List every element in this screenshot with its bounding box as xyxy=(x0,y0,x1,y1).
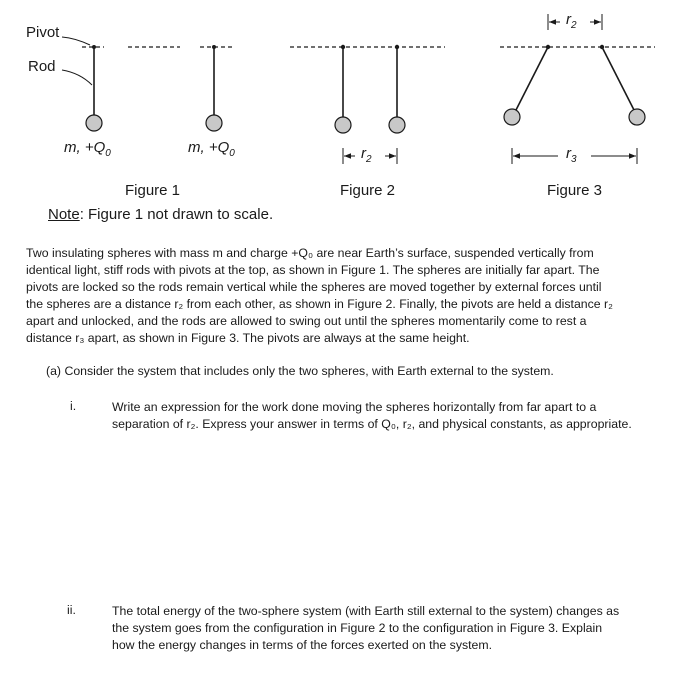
figure-3-drawing xyxy=(500,14,655,164)
intro-line: pivots are locked so the rods remain vertical while the spheres are moved together by external forces until xyxy=(26,280,602,294)
item-ii-number: ii. xyxy=(67,603,76,617)
fig3-rod-right xyxy=(602,47,634,110)
figure-1-caption: Figure 1 xyxy=(125,182,181,199)
pivot-label: Pivot xyxy=(26,24,60,41)
fig3-r3-label: $r_3$ xyxy=(566,145,577,165)
fig3-r2-label: $r_2$ xyxy=(566,11,577,31)
fig2-sphere-right xyxy=(389,117,405,133)
sphere-1-label: m, $+Q_0$ xyxy=(64,139,111,159)
figure-2-caption: Figure 2 xyxy=(340,182,396,199)
rod-leader-line xyxy=(62,70,92,85)
fig3-sphere-right xyxy=(629,109,645,125)
rod-label: Rod xyxy=(28,58,56,75)
sphere-2 xyxy=(206,115,222,131)
intro-line: apart and unlocked, and the rods are allowed to swing out until the spheres momentarily come to rest a xyxy=(26,314,587,328)
part-a-prompt: (a) Consider the system that includes only the two spheres, with Earth external to the system. xyxy=(46,364,554,378)
intro-paragraph xyxy=(26,245,654,347)
item-i-number: i. xyxy=(70,399,77,413)
figure-1-drawing xyxy=(62,37,235,131)
sphere-1 xyxy=(86,115,102,131)
item-i-text: Write an expression for the work done moving the spheres horizontally from far apart to a separation of r₂. Express your answer in terms of Q₀, r₂, and physical constants, as appropriate. xyxy=(112,400,632,431)
note-text: : Figure 1 not drawn to scale. xyxy=(79,206,274,223)
intro-line: the spheres are a distance r₂ from each other, as shown in Figure 2. Finally, the pivots are held a distance r₂ xyxy=(26,297,613,311)
fig2-r2-label: $r_2$ xyxy=(361,145,372,165)
figure-3-caption: Figure 3 xyxy=(547,182,603,199)
note-label: Note xyxy=(48,206,80,223)
fig3-sphere-left xyxy=(504,109,520,125)
intro-line: Two insulating spheres with mass m and charge +Q₀ are near Earth’s surface, suspended vertically from xyxy=(26,246,594,260)
intro-line: identical light, stiff rods with pivots at the top, as shown in Figure 1. The spheres are initially far apart. The xyxy=(26,263,600,277)
pivot-leader-line xyxy=(62,37,90,45)
item-ii-text: The total energy of the two-sphere system (with Earth still external to the system) changes as the system goes from the configuration in Figure 2 to the configuration in Figure 3. Explain how the energy changes in terms of the forces exerted on the system. xyxy=(112,604,620,652)
fig3-rod-left xyxy=(516,47,548,110)
sphere-2-label: m, $+Q_0$ xyxy=(188,139,235,159)
figure-note xyxy=(48,206,273,223)
intro-line: distance r₃ apart, as shown in Figure 3. The pivots are always at the same height. xyxy=(26,331,470,345)
fig2-sphere-left xyxy=(335,117,351,133)
